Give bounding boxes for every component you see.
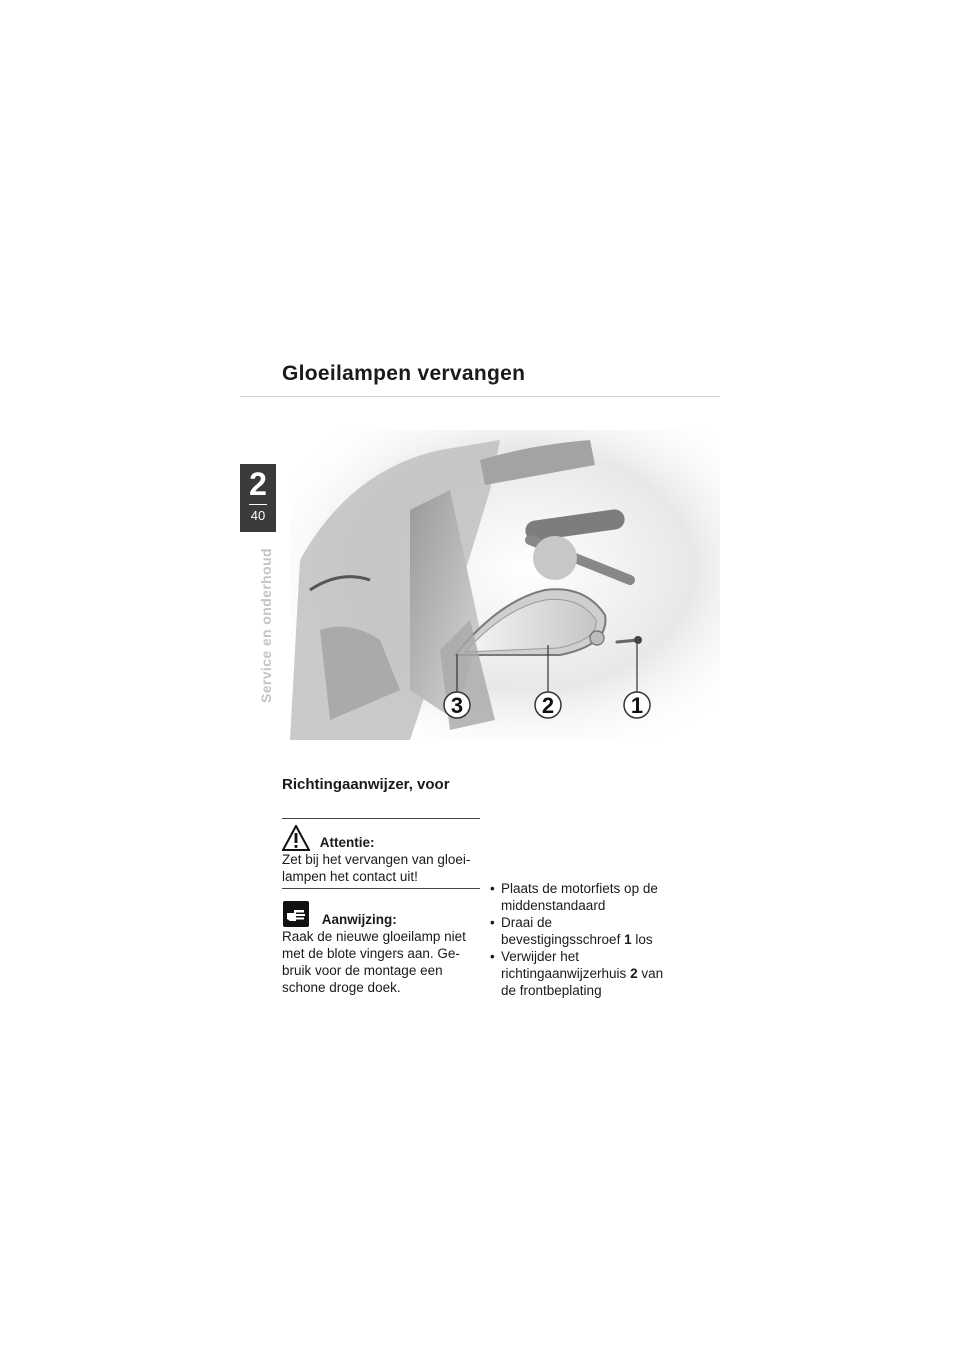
callout-label-2: 2: [541, 693, 555, 718]
step-2-text: bevestigingsschroef: [501, 932, 625, 947]
hint-title: Aanwijzing:: [321, 912, 397, 927]
step-item: [490, 948, 690, 999]
instruction-steps: [490, 880, 690, 999]
hint-note: [282, 900, 480, 996]
hint-text-line-4: schone droge doek.: [282, 980, 401, 995]
callout-marker-2: [535, 692, 561, 718]
step-2-line-2: [501, 931, 690, 948]
step-2-text-end: los: [631, 932, 653, 947]
callout-marker-3: [444, 692, 470, 718]
callout-label-1: 1: [630, 693, 644, 718]
motorcycle-indicator-illustration: [290, 430, 720, 740]
page-title: Gloeilampen vervangen: [282, 362, 526, 385]
callout-marker-1: [624, 692, 650, 718]
step-item: [490, 880, 690, 914]
step-3-line-3: de frontbeplating: [501, 983, 602, 998]
step-1-line-2: middenstandaard: [501, 898, 606, 913]
step-1-line-1: • Plaats de motorfiets op de: [501, 881, 658, 896]
step-3-line-1: • Verwijder het: [501, 949, 580, 964]
warning-text-line-1: Zet bij het vervangen van gloei-: [282, 852, 471, 867]
step-3-line-2: [501, 965, 690, 982]
chapter-tab: [240, 464, 276, 532]
title-divider: [240, 396, 720, 397]
warning-top-rule: [282, 818, 480, 819]
warning-title: Attentie:: [319, 835, 375, 850]
step-2-line-1: • Draai de: [501, 915, 553, 930]
step-2-part-ref: 1: [624, 932, 632, 947]
hint-text-line-2: met de blote vingers aan. Ge-: [282, 946, 460, 961]
chapter-number: 2: [249, 466, 267, 502]
warning-note: [282, 818, 480, 889]
step-item: [490, 914, 690, 948]
warning-triangle-icon: [282, 825, 310, 851]
step-3-text-end: van: [637, 966, 664, 981]
warning-text-line-2: lampen het contact uit!: [282, 869, 418, 884]
step-3-text: richtingaanwijzerhuis: [501, 966, 631, 981]
step-3-part-ref: 2: [630, 966, 638, 981]
hint-text-line-3: bruik voor de montage een: [282, 963, 443, 978]
hint-hand-icon: [282, 900, 310, 928]
hint-text-line-1: Raak de nieuwe gloeilamp niet: [282, 929, 466, 944]
section-side-label: Service en onderhoud: [258, 548, 274, 704]
section-subheading: Richtingaanwijzer, voor: [282, 776, 450, 793]
warning-bottom-rule: [282, 888, 480, 889]
callout-label-3: 3: [450, 693, 464, 718]
chapter-divider: [249, 504, 267, 505]
page-number: 40: [250, 508, 266, 523]
